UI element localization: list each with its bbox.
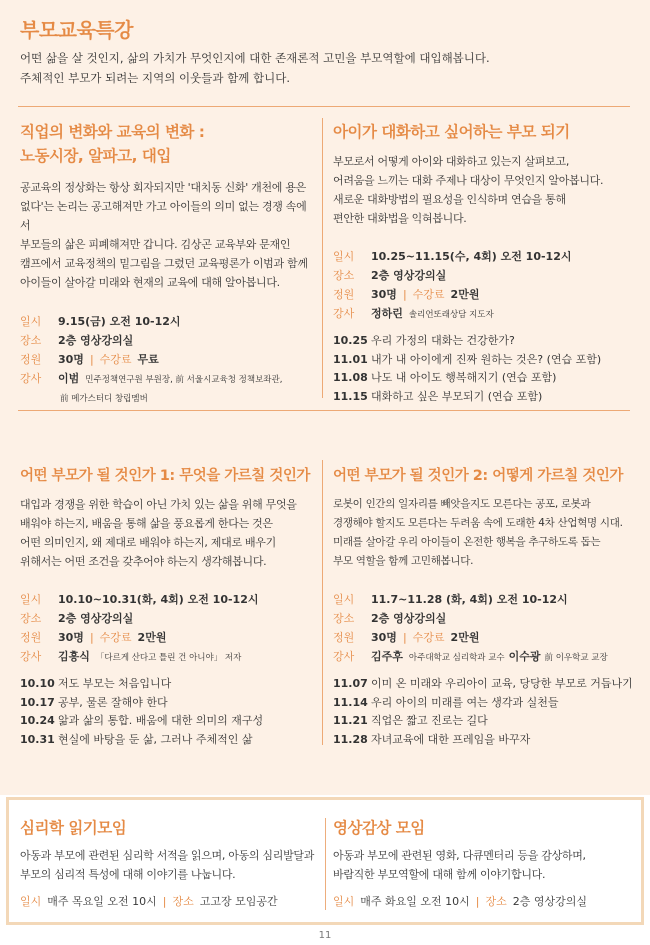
description-line: 없다'는 논리는 공고해져만 가고 아이들의 의미 없는 경쟁 속에서 [20,200,307,232]
description-line: 새로운 대화방법의 필요성을 인식하며 연습을 통해 [333,193,566,206]
instructor-name: 김흥식 [58,650,90,663]
section-description [333,495,643,571]
section-description [20,178,315,292]
schedule-topic: 공부, 물론 잘해야 한다 [58,695,168,709]
instructor-label: 강사 [333,650,355,663]
section-info [20,590,320,668]
group-title: 심리학 읽기모임 [20,819,127,837]
lecture-section-2 [333,120,633,406]
description-line: 위해서는 어떤 조건을 갖추어야 하는지 생각해봅니다. [20,555,267,568]
intro-text [20,48,630,88]
instructor-label: 강사 [20,650,42,663]
description-line: 로봇이 인간의 일자리를 빼앗을지도 모른다는 공포, 로봇과 [333,498,591,510]
schedule-list [333,332,633,406]
instructor-note-2: 前 메가스터디 창립멤버 [60,394,148,404]
schedule-topic: 나도 내 아이도 행복해지기 (연습 포함) [371,371,557,384]
section-title [20,120,315,168]
schedule-item [333,332,633,351]
schedule-date: 11.01 [333,352,368,366]
place-value: 2층 영상강의실 [371,612,447,625]
intro-line: 어떤 삶을 살 것인지, 삶의 가치가 무엇인지에 대한 존재론적 고민을 부모역할에 대입해봅니다. [20,51,490,65]
separator: | [475,895,480,908]
capacity-value: 30명 [371,631,397,644]
fee-value: 무료 [137,353,159,366]
description-line: 바람직한 부모역할에 대해 함께 이야기합니다. [333,868,546,881]
description-line: 캠프에서 교육정책의 밑그림을 그렸던 교육평론가 이범과 함께 [20,257,308,270]
schedule-item [20,675,320,694]
place-label: 장소 [485,895,507,908]
schedule-date: 10.31 [20,732,55,746]
date-label: 일시 [333,593,355,606]
description-line: 미래를 살아갈 우리 아이들이 온전한 행복을 추구하도록 돕는 [333,536,601,548]
divider-middle [18,410,630,411]
section-title-line: 노동시장, 알파고, 대입 [20,147,171,165]
section-info [333,247,633,325]
separator: | [89,353,94,366]
schedule-date: 11.21 [333,714,368,727]
date-label: 일시 [20,315,42,328]
schedule-item [333,388,633,407]
description-line: 어려움을 느끼는 대화 주제나 대상이 무엇인지 알아봅니다. [333,174,604,187]
schedule-topic: 내가 내 아이에게 진짜 원하는 것은? (연습 포함) [371,352,602,366]
capacity-label: 정원 [20,631,42,644]
group-info [20,892,320,911]
place-label: 장소 [20,334,42,347]
intro-line: 주체적인 부모가 되려는 지역의 이웃들과 함께 합니다. [20,71,290,85]
study-groups-box [6,797,644,925]
group-title: 영상감상 모임 [333,819,425,837]
place-label: 장소 [333,269,355,282]
section-title: 어떤 부모가 될 것인가 1: 무엇을 가르칠 것인가 [20,468,310,484]
date-label: 일시 [20,593,42,606]
instructor-label: 강사 [333,307,355,320]
description-line: 공교육의 정상화는 항상 회자되지만 '대치동 신화' 개천에 용은 [20,181,306,194]
schedule-topic: 우리 가정의 대화는 건강한가? [371,334,515,347]
description-line: 배워야 하는지, 배움을 통해 삶을 풍요롭게 한다는 것은 [20,517,273,530]
date-value: 매주 목요일 오전 10시 [47,895,157,908]
schedule-date: 10.17 [20,695,55,709]
description-line: 경쟁해야 할지도 모른다는 두려움 속에 도래한 4차 산업혁명 시대. [333,517,623,529]
group-info [333,892,633,911]
lecture-section-3 [20,464,320,749]
lecture-section-4 [333,464,643,749]
place-label: 장소 [172,895,194,908]
schedule-list [20,675,320,749]
fee-label: 수강료 [99,631,132,644]
divider-bottom-vertical [325,818,326,910]
page-number: 11 [318,930,332,941]
description-line: 부모의 심리적 특성에 대해 이야기를 나눕니다. [20,868,236,881]
schedule-topic: 현실에 바탕을 둔 삶, 그러나 주체적인 삶 [58,732,253,746]
fee-label: 수강료 [412,288,445,301]
separator: | [89,631,94,644]
schedule-date: 10.10 [20,677,55,690]
description-line: 아동과 부모에 관련된 영화, 다큐멘터리 등을 감상하며, [333,849,586,862]
schedule-date: 10.24 [20,714,55,727]
instructor-note: 민주정책연구원 부원장, 前 서울시교육청 정책보좌관, [85,375,283,385]
section-description [333,152,633,228]
divider-vertical-1 [322,118,323,398]
schedule-item [333,731,643,750]
section-info [20,312,315,409]
place-value: 2층 영상강의실 [58,612,134,625]
schedule-topic: 대화하고 싶은 부모되기 (연습 포함) [371,389,543,403]
instructor-name: 김주후 [371,650,403,663]
fee-label: 수강료 [99,353,132,366]
schedule-date: 11.07 [333,677,368,690]
fee-value: 2만원 [137,631,167,644]
schedule-date: 11.28 [333,732,368,746]
section-info [333,590,643,668]
capacity-label: 정원 [333,631,355,644]
date-value: 11.7~11.28 (화, 4회) 오전 10-12시 [371,593,568,606]
place-value: 2층 영상강의실 [512,895,588,908]
date-value: 9.15(금) 오전 10-12시 [58,315,181,328]
schedule-item [20,731,320,750]
schedule-item [333,675,643,694]
capacity-value: 30명 [58,631,84,644]
divider-vertical-2 [322,460,323,745]
description-line: 부모 역할을 함께 고민해봅니다. [333,555,474,567]
place-label: 장소 [20,612,42,625]
page-title: 부모교육특강 [20,18,133,42]
description-line: 아이들이 살아갈 미래와 현재의 교육에 대해 알아봅니다. [20,276,280,289]
schedule-topic: 자녀교육에 대한 프레임을 바꾸자 [371,732,531,746]
place-label: 장소 [333,612,355,625]
description-line: 아동과 부모에 관련된 심리학 서적을 읽으며, 아동의 심리발달과 [20,849,315,862]
place-value: 2층 영상강의실 [371,269,447,282]
schedule-item [20,694,320,713]
capacity-label: 정원 [333,288,355,301]
instructor-name: 이범 [58,372,80,385]
description-line: 부모들의 삶은 피폐해져만 갑니다. 김상곤 교육부와 문재인 [20,238,291,251]
divider-top [18,106,630,107]
schedule-item [333,694,643,713]
schedule-item [333,712,643,731]
schedule-topic: 우리 아이의 미래를 여는 생각과 실천들 [371,695,559,709]
schedule-date: 11.08 [333,371,368,384]
place-value: 고고장 모임공간 [199,895,278,908]
capacity-value: 30명 [371,288,397,301]
description-line: 대입과 경쟁을 위한 학습이 아닌 가치 있는 삶을 위해 무엇을 [20,498,297,511]
fee-label: 수강료 [412,631,445,644]
fee-value: 2만원 [450,288,480,301]
instructor-note-2: 前 이우학교 교장 [544,653,608,663]
schedule-date: 11.15 [333,389,368,403]
section-title: 어떤 부모가 될 것인가 2: 어떻게 가르칠 것인가 [333,468,623,484]
description-line: 부모로서 어떻게 아이와 대화하고 있는지 살펴보고, [333,155,570,168]
instructor-note: 아주대학교 심리학과 교수 [408,653,505,663]
capacity-value: 30명 [58,353,84,366]
separator: | [402,631,407,644]
instructor-label: 강사 [20,372,42,385]
date-value: 10.10~10.31(화, 4회) 오전 10-12시 [58,593,259,606]
section-title: 아이가 대화하고 싶어하는 부모 되기 [333,123,570,141]
fee-value: 2만원 [450,631,480,644]
group-description [333,846,633,884]
place-value: 2층 영상강의실 [58,334,134,347]
separator: | [402,288,407,301]
date-value: 10.25~11.15(수, 4회) 오전 10-12시 [371,250,572,263]
study-group-2 [333,816,633,911]
schedule-item [20,712,320,731]
schedule-list [333,675,643,749]
date-label: 일시 [333,895,355,908]
study-group-1 [20,816,320,911]
schedule-topic: 저도 부모는 처음입니다 [58,677,172,690]
description-line: 편안한 대화법을 익혀봅니다. [333,212,467,225]
date-label: 일시 [20,895,42,908]
schedule-topic: 앎과 삶의 통합. 배움에 대한 의미의 재구성 [58,714,264,727]
instructor-name: 정하린 [371,307,403,320]
instructor-note: 솔리언또래상담 지도자 [408,310,494,320]
section-description [20,495,320,571]
date-label: 일시 [333,250,355,263]
separator: | [162,895,167,908]
instructor-name-2: 이수광 [508,650,541,663]
section-title-line: 직업의 변화와 교육의 변화 : [20,123,205,141]
group-description [20,846,320,884]
schedule-topic: 직업은 짧고 진로는 길다 [371,714,488,727]
schedule-date: 10.25 [333,334,368,347]
description-line: 어떤 의미인지, 왜 제대로 배워야 하는지, 제대로 배우기 [20,536,276,549]
capacity-label: 정원 [20,353,42,366]
date-value: 매주 화요일 오전 10시 [360,895,470,908]
schedule-item [333,351,633,370]
lecture-section-1 [20,120,315,409]
schedule-item [333,369,633,388]
schedule-date: 11.14 [333,695,368,709]
schedule-topic: 이미 온 미래와 우리아이 교육, 당당한 부모로 거듭나기 [371,677,633,690]
instructor-note: 「다르게 산다고 틀린 건 아니야」 저자 [95,653,242,663]
